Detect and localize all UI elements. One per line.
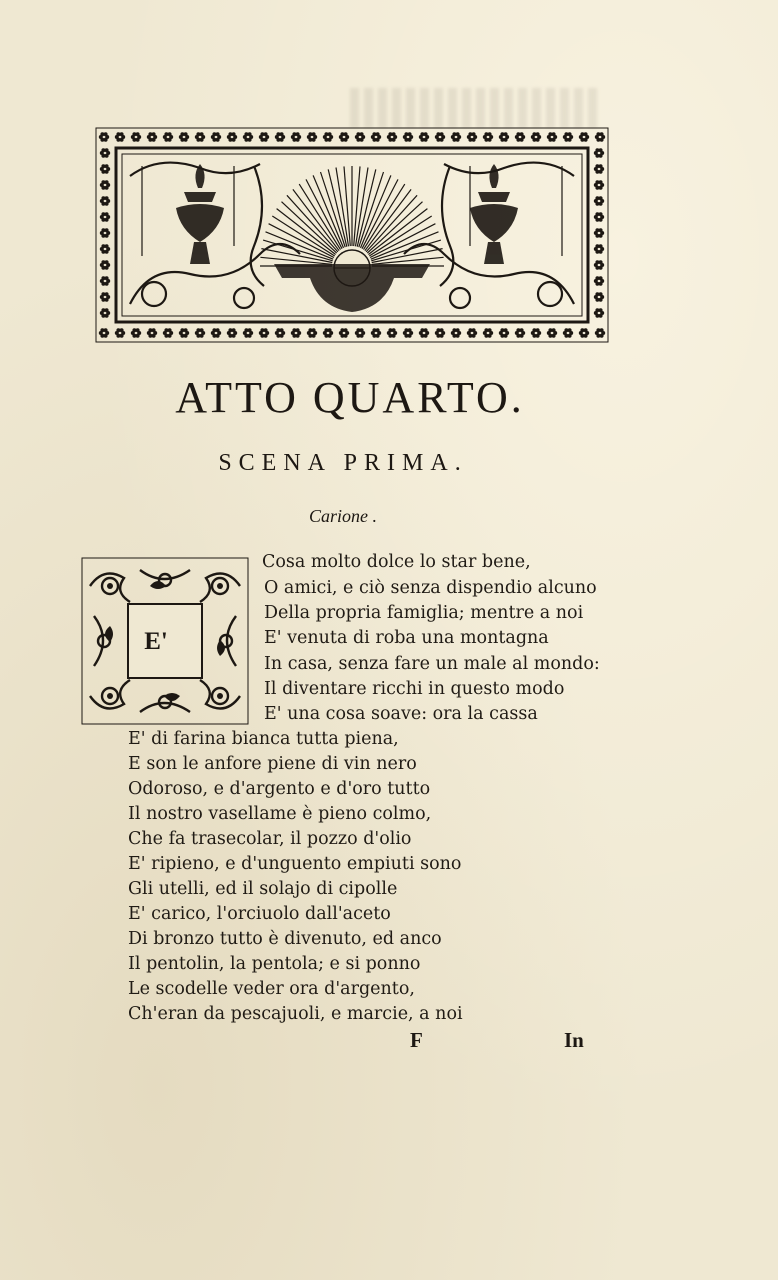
speaker-name: Carione .	[308, 506, 377, 526]
verse-line: In casa, senza fare un male al mondo:	[264, 654, 600, 674]
verse-line: E son le anfore piene di vin nero	[128, 754, 417, 774]
verse-line: Il pentolin, la pentola; e si ponno	[128, 954, 421, 974]
verse-line: E' una cosa soave: ora la cassa	[264, 704, 538, 724]
verse-line: Il diventare ricchi in questo modo	[264, 679, 565, 699]
catchword: In	[564, 1028, 584, 1052]
act-title: ATTO QUARTO.	[175, 373, 525, 422]
verse-line: E' carico, l'orciuolo dall'aceto	[128, 904, 391, 924]
verse-line: Che fa trasecolar, il pozzo d'olio	[128, 829, 412, 849]
initial-letter: E'	[144, 628, 168, 655]
scene-title: SCENA PRIMA.	[218, 450, 468, 476]
verse-line: Le scodelle veder ora d'argento,	[128, 979, 415, 999]
verse-line: Di bronzo tutto è divenuto, ed anco	[128, 929, 442, 949]
verse-line: E' venuta di roba una montagna	[264, 628, 549, 648]
verse-line: Ch'eran da pescajuoli, e marcie, a noi	[128, 1004, 463, 1024]
verse-line: E' ripieno, e d'unguento empiuti sono	[128, 854, 462, 874]
verse-line: Cosa molto dolce lo star bene,	[262, 552, 531, 572]
verse-line: Gli utelli, ed il solajo di cipolle	[128, 879, 398, 899]
verse-line: E' di farina bianca tutta piena,	[128, 729, 399, 749]
signature-mark: F	[410, 1028, 423, 1052]
verse-line: O amici, e ciò senza dispendio alcuno	[264, 578, 597, 598]
verse-line: Odoroso, e d'argento e d'oro tutto	[128, 779, 431, 799]
verse-line: Della propria famiglia; mentre a noi	[264, 603, 584, 623]
verse-line: Il nostro vasellame è pieno colmo,	[128, 804, 432, 824]
